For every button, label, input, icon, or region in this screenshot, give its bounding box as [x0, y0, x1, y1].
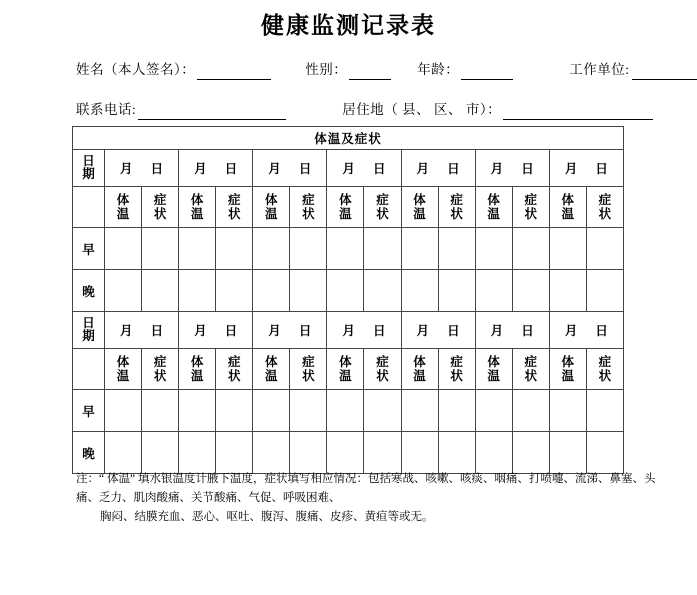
date-label-cell: 日 期 [73, 150, 105, 187]
symptom-cell[interactable] [216, 228, 253, 270]
date-cell[interactable] [179, 150, 253, 187]
work-unit-input[interactable] [632, 65, 697, 80]
month-label: 月 [120, 162, 133, 176]
table-row [73, 228, 624, 270]
telephone-label: 联系电话: [76, 102, 137, 117]
temperature-header: 体 温 [327, 349, 364, 390]
row-label-morning: 早 [73, 228, 105, 270]
symptom-cell[interactable] [290, 432, 327, 474]
symptom-cell[interactable] [438, 432, 475, 474]
day-label: 日 [595, 324, 608, 338]
month-label: 月 [342, 324, 355, 338]
field-name [76, 60, 271, 80]
temperature-header: 体 温 [253, 349, 290, 390]
symptom-header: 症 状 [438, 187, 475, 228]
month-label: 月 [490, 162, 504, 176]
field-telephone [76, 100, 286, 120]
symptom-header: 症 状 [364, 187, 401, 228]
month-label: 月 [194, 324, 207, 338]
work-unit-label: 工作单位: [569, 62, 630, 77]
symptom-cell[interactable] [290, 270, 327, 312]
row-label-morning: 早 [73, 390, 105, 432]
symptom-cell[interactable] [586, 228, 623, 270]
symptom-cell[interactable] [364, 432, 401, 474]
temperature-header: 体 温 [253, 187, 290, 228]
date-cell[interactable] [401, 150, 475, 187]
health-record-table [72, 126, 624, 474]
symptom-cell[interactable] [364, 390, 401, 432]
page-title: 健康监测记录表 [261, 12, 436, 38]
temperature-cell[interactable] [327, 432, 364, 474]
note-line-1: 注：“ 体温” 填水银温度计腋下温度，症状填写相应情况：包括寒战、咳嗽、咳痰、咽痛、打喷嚏、流涕、鼻塞、头 [76, 473, 656, 485]
symptom-cell[interactable] [216, 270, 253, 312]
temperature-cell[interactable] [179, 390, 216, 432]
symptom-cell[interactable] [142, 228, 179, 270]
month-label: 月 [194, 162, 207, 176]
temperature-cell[interactable] [179, 270, 216, 312]
temperature-header: 体 温 [179, 187, 216, 228]
date-cell[interactable] [549, 150, 623, 187]
date-label-cell: 日 期 [73, 312, 105, 349]
telephone-input[interactable] [138, 105, 286, 120]
temperature-header: 体 温 [549, 187, 586, 228]
temperature-cell[interactable] [105, 432, 142, 474]
symptom-cell[interactable] [142, 270, 179, 312]
month-label: 月 [564, 162, 578, 176]
temperature-cell[interactable] [475, 390, 512, 432]
temperature-cell[interactable] [327, 270, 364, 312]
symptom-header: 症 状 [290, 187, 327, 228]
field-age [417, 60, 513, 80]
symptom-cell[interactable] [364, 270, 401, 312]
symptom-cell[interactable] [512, 390, 549, 432]
symptom-header: 症 状 [512, 187, 549, 228]
day-label: 日 [521, 162, 534, 176]
date-cell[interactable] [253, 312, 327, 349]
symptom-cell[interactable] [512, 270, 549, 312]
day-label: 日 [372, 324, 386, 338]
date-cell[interactable] [179, 312, 253, 349]
temperature-cell[interactable] [253, 432, 290, 474]
table-row [73, 432, 624, 474]
temperature-cell[interactable] [253, 390, 290, 432]
symptom-cell[interactable] [586, 390, 623, 432]
table-row [73, 390, 624, 432]
table-caption: 体温及症状 [73, 127, 624, 150]
day-label: 日 [298, 324, 312, 338]
symptom-cell[interactable] [142, 390, 179, 432]
sub-header-row [73, 349, 624, 390]
field-sex [305, 60, 391, 80]
month-label: 月 [342, 162, 355, 176]
symptom-cell[interactable] [364, 228, 401, 270]
day-label: 日 [521, 324, 534, 338]
symptom-header: 症 状 [216, 349, 253, 390]
notes-block [76, 470, 684, 527]
month-label: 月 [416, 162, 430, 176]
age-input[interactable] [461, 65, 513, 80]
date-cell[interactable] [327, 150, 401, 187]
temperature-cell[interactable] [549, 432, 586, 474]
temperature-cell[interactable] [549, 270, 586, 312]
date-cell[interactable] [327, 312, 401, 349]
month-label: 月 [490, 324, 504, 338]
temperature-header: 体 温 [475, 187, 512, 228]
temperature-cell[interactable] [475, 432, 512, 474]
temperature-header: 体 温 [327, 187, 364, 228]
month-label: 月 [416, 324, 430, 338]
sex-input[interactable] [349, 65, 391, 80]
symptom-header: 症 状 [512, 349, 549, 390]
symptom-cell[interactable] [512, 228, 549, 270]
temperature-cell[interactable] [179, 228, 216, 270]
symptom-header: 症 状 [586, 349, 623, 390]
symptom-cell[interactable] [438, 390, 475, 432]
symptom-cell[interactable] [438, 228, 475, 270]
temperature-cell[interactable] [549, 228, 586, 270]
table-row [73, 270, 624, 312]
symptom-cell[interactable] [586, 270, 623, 312]
day-label: 日 [447, 162, 460, 176]
temperature-cell[interactable] [253, 270, 290, 312]
row-label-evening: 晚 [73, 270, 105, 312]
name-label: 姓名（本人签名）： [76, 62, 196, 77]
temperature-header: 体 温 [105, 187, 142, 228]
symptom-header: 症 状 [290, 349, 327, 390]
month-label: 月 [268, 324, 281, 338]
temperature-cell[interactable] [179, 432, 216, 474]
address-input[interactable] [503, 105, 653, 120]
symptom-cell[interactable] [142, 432, 179, 474]
name-input[interactable] [197, 65, 271, 80]
symptom-header: 症 状 [142, 349, 179, 390]
date-cell[interactable] [253, 150, 327, 187]
table-caption-row [73, 127, 624, 150]
date-cell[interactable] [475, 150, 549, 187]
symptom-cell[interactable] [216, 390, 253, 432]
temperature-header: 体 温 [401, 349, 438, 390]
temperature-header: 体 温 [475, 349, 512, 390]
symptom-cell[interactable] [216, 432, 253, 474]
day-label: 日 [372, 162, 386, 176]
day-label: 日 [298, 162, 312, 176]
age-label: 年龄： [417, 62, 460, 77]
date-row [73, 150, 624, 187]
info-row-name-sex-age-unit [76, 60, 697, 80]
temperature-cell[interactable] [253, 228, 290, 270]
date-cell[interactable] [105, 150, 179, 187]
date-cell[interactable] [105, 312, 179, 349]
temperature-header: 体 温 [105, 349, 142, 390]
temperature-header: 体 温 [179, 349, 216, 390]
temperature-header: 体 温 [549, 349, 586, 390]
day-label: 日 [224, 162, 238, 176]
address-label: 居住地（ 县、 区、 市）： [342, 102, 502, 117]
symptom-header: 症 状 [438, 349, 475, 390]
note-line-2: 痛、乏力、肌肉酸痛、关节酸痛、气促、呼吸困难、 [76, 492, 341, 504]
date-cell[interactable] [549, 312, 623, 349]
sex-label: 性别： [305, 62, 348, 77]
date-cell[interactable] [401, 312, 475, 349]
temperature-cell[interactable] [549, 390, 586, 432]
sub-header-corner [73, 187, 105, 228]
note-line-3: 胸闷、结膜充血、恶心、呕吐、腹泻、腹痛、皮疹、黄疸等或无。 [100, 511, 434, 523]
temperature-cell[interactable] [475, 270, 512, 312]
symptom-cell[interactable] [586, 432, 623, 474]
symptom-header: 症 状 [364, 349, 401, 390]
date-row [73, 312, 624, 349]
symptom-cell[interactable] [290, 390, 327, 432]
field-work-unit [569, 60, 697, 80]
date-cell[interactable] [475, 312, 549, 349]
row-label-evening: 晚 [73, 432, 105, 474]
temperature-cell[interactable] [105, 270, 142, 312]
field-address [342, 100, 653, 120]
month-label: 月 [564, 324, 578, 338]
temperature-cell[interactable] [401, 432, 438, 474]
symptom-header: 症 状 [586, 187, 623, 228]
day-label: 日 [224, 324, 238, 338]
temperature-cell[interactable] [401, 390, 438, 432]
temperature-cell[interactable] [327, 228, 364, 270]
sub-header-row [73, 187, 624, 228]
symptom-header: 症 状 [142, 187, 179, 228]
health-record-table-wrapper [72, 126, 623, 474]
symptom-cell[interactable] [512, 432, 549, 474]
symptom-cell[interactable] [438, 270, 475, 312]
day-label: 日 [595, 162, 608, 176]
symptom-header: 症 状 [216, 187, 253, 228]
sub-header-corner [73, 349, 105, 390]
day-label: 日 [150, 324, 164, 338]
month-label: 月 [268, 162, 281, 176]
temperature-cell[interactable] [401, 228, 438, 270]
temperature-cell[interactable] [105, 228, 142, 270]
temperature-cell[interactable] [401, 270, 438, 312]
temperature-cell[interactable] [105, 390, 142, 432]
symptom-cell[interactable] [290, 228, 327, 270]
day-label: 日 [447, 324, 460, 338]
temperature-header: 体 温 [401, 187, 438, 228]
temperature-cell[interactable] [475, 228, 512, 270]
temperature-cell[interactable] [327, 390, 364, 432]
info-row-tel-address [76, 100, 653, 120]
day-label: 日 [150, 162, 164, 176]
month-label: 月 [120, 324, 133, 338]
